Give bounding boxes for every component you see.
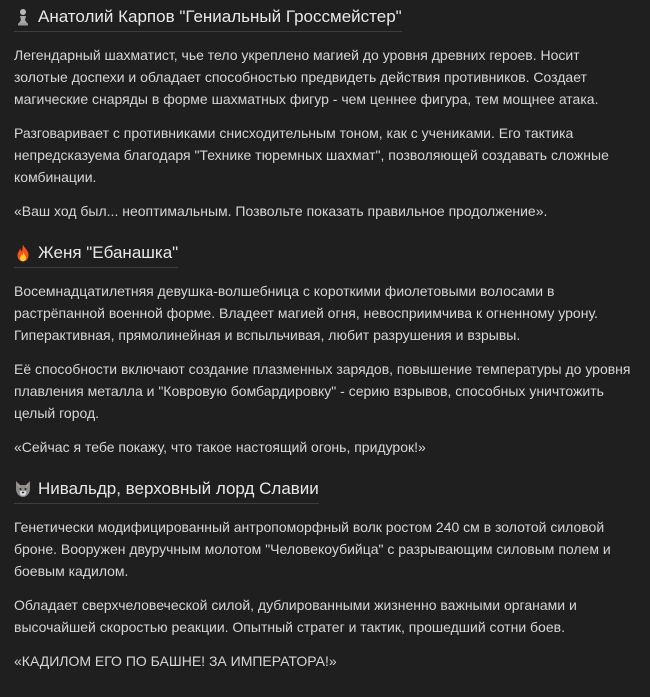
character-quote: «КАДИЛОМ ЕГО ПО БАШНЕ! ЗА ИМПЕРАТОРА!» — [14, 653, 337, 669]
character-section-zhenya — [14, 242, 636, 458]
character-title: Женя "Ебанашка" — [38, 243, 179, 262]
fire-icon — [14, 244, 32, 262]
character-description: Легендарный шахматист, чье тело укреплено магией до уровня древних героев. Носит золотые доспехи и обладает способностью предвидеть действия противников. Создает магические снаряды в форме шахматных фигур - чем ценнее фигура, тем мощнее атака. — [14, 47, 599, 107]
character-quote: «Ваш ход был... неоптимальным. Позвольте показать правильное продолжение». — [14, 203, 548, 219]
character-title: Нивальдр, верховный лорд Славии — [38, 479, 319, 498]
character-section-karpov — [14, 6, 636, 222]
chess-pawn-icon — [14, 8, 32, 26]
character-heading — [14, 6, 402, 32]
wolf-icon — [14, 480, 32, 498]
character-description: Её способности включают создание плазменных зарядов, повышение температуры до уровня плавления металла и "Ковровую бомбардировку" - серию взрывов, способных уничтожить целый город. — [14, 361, 631, 421]
character-description: Генетически модифицированный антропоморфный волк ростом 240 см в золотой силовой броне. Вооружен двуручным молотом "Человекоубийца" с разрывающим силовым полем и боевым кадилом. — [14, 519, 611, 579]
character-section-nivaldr — [14, 478, 636, 672]
character-quote: «Сейчас я тебе покажу, что такое настоящий огонь, придурок!» — [14, 439, 426, 455]
character-description: Восемнадцатилетняя девушка-волшебница с короткими фиолетовыми волосами в растрёпанной военной форме. Владеет магией огня, невосприимчива к огненному урону. Гиперактивная, прямолинейная и вспыльчивая, любит разрушения и взрывы. — [14, 283, 598, 343]
character-heading — [14, 242, 178, 268]
character-description: Разговаривает с противниками снисходительным тоном, как с учениками. Его тактика непредсказуема благодаря "Технике тюремных шахмат", позволяющей создавать сложные комбинации. — [14, 125, 609, 185]
character-title: Анатолий Карпов "Гениальный Гроссмейстер" — [38, 7, 402, 26]
character-heading — [14, 478, 319, 504]
character-description: Обладает сверхчеловеческой силой, дублированными жизненно важными органами и высочайшей скоростью реакции. Опытный стратег и тактик, прошедший сотни боев. — [14, 597, 577, 635]
